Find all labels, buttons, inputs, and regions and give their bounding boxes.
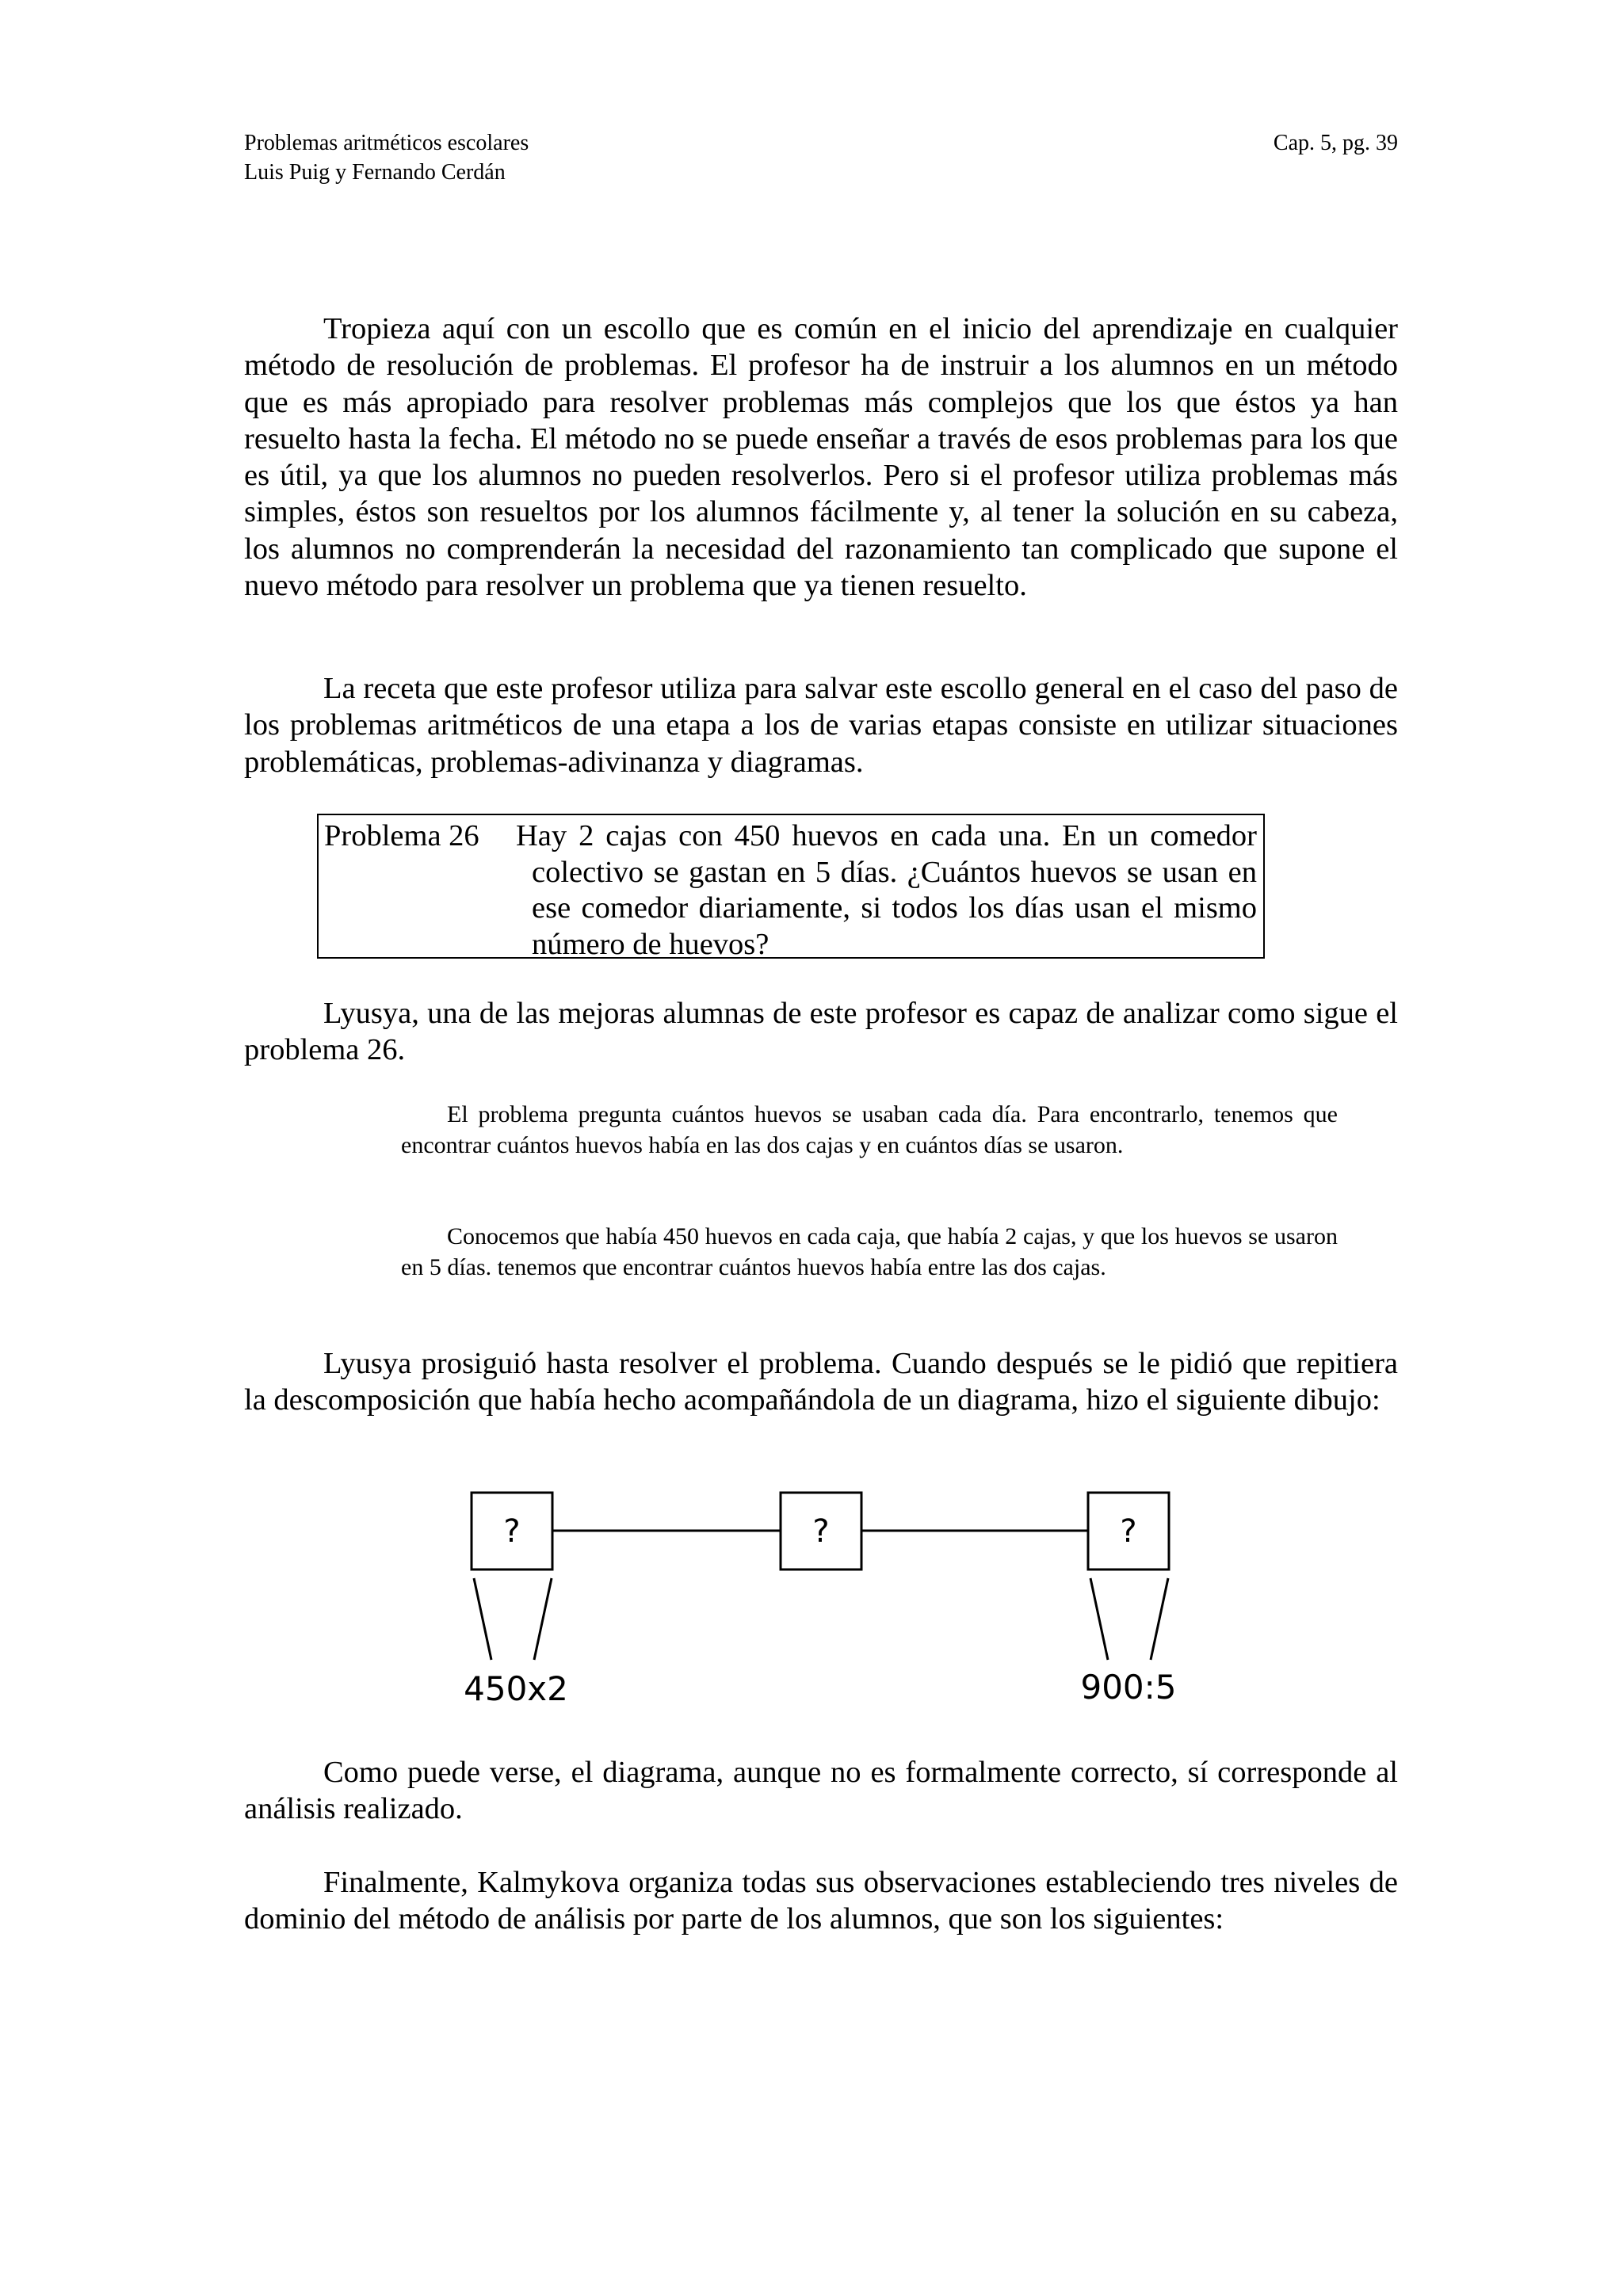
quote-paragraph-2: Conocemos que había 450 huevos en cada caja, que había 2 cajas, y que los huevos se usaron en 5 días. tenemos que encontrar cuántos huevos había entre las dos cajas. <box>401 1223 1338 1280</box>
diagram-left-operation: 450x2 <box>464 1669 568 1708</box>
diagram-branch-line <box>1090 1578 1108 1660</box>
paragraph-3-block <box>244 995 1398 1069</box>
paragraph: Tropieza aquí con un escollo que es común en el inicio del aprendizaje en cualquier método de resolución de problemas. El profesor ha de instruir a los alumnos en un método que es más apropiado para resolver problemas más complejos que los que éstos ya han resuelto hasta la fecha. El método no se puede enseñar a través de esos problemas para los que es útil, ya que los alumnos no pueden resolverlos. Pero si el profesor utiliza problemas más simples, éstos son resueltos por los alumnos fácilmente y, al tener la solución en su cabeza, los alumnos no comprenderán la necesidad del razonamiento tan complicado que supone el nuevo método para resolver un problema que ya tienen resuelto. <box>244 312 1398 603</box>
paragraph-6-block <box>244 1864 1398 1938</box>
problem-text: Hay 2 cajas con 450 huevos en cada una. En un comedor colectivo se gastan en 5 días. ¿Cuántos huevos se usan en ese comedor diariamente, si todos los días usan el mismo número de huevos? <box>516 819 1257 961</box>
authors: Luis Puig y Fernando Cerdán <box>244 160 506 185</box>
diagram-branch-line <box>534 1578 552 1660</box>
page-reference: Cap. 5, pg. 39 <box>1273 131 1398 155</box>
paragraph-2-block <box>244 670 1398 780</box>
quote-block-2 <box>401 1222 1338 1283</box>
paragraph-1-block <box>244 311 1398 604</box>
paragraph: Finalmente, Kalmykova organiza todas sus observaciones estableciendo tres niveles de dominio del método de análisis por parte de los alumnos, que son los siguientes: <box>244 1866 1398 1936</box>
page-header <box>244 128 1398 187</box>
diagram-branch-line <box>474 1578 491 1660</box>
diagram-box-left-label: ? <box>503 1513 521 1550</box>
book-title: Problemas aritméticos escolares <box>244 131 529 155</box>
quote-paragraph-1: El problema pregunta cuántos huevos se usaban cada día. Para encontrarlo, tenemos que encontrar cuántos huevos había en las dos cajas y en cuántos días se usaron. <box>401 1101 1338 1158</box>
problem-box <box>317 814 1265 959</box>
problem-label: Problema 26 <box>324 819 479 852</box>
diagram-box-middle-label: ? <box>812 1513 830 1550</box>
paragraph-5-block <box>244 1754 1398 1828</box>
diagram-branch-line <box>1151 1578 1168 1660</box>
quote-block <box>401 1100 1338 1161</box>
paragraph: Lyusya, una de las mejoras alumnas de este profesor es capaz de analizar como sigue el problema 26. <box>244 997 1398 1067</box>
paragraph: Lyusya prosiguió hasta resolver el problema. Cuando después se le pidió que repitiera la descomposición que había hecho acompañándola de un diagrama, hizo el siguiente dibujo: <box>244 1347 1398 1417</box>
diagram-box-right-label: ? <box>1120 1513 1137 1550</box>
paragraph: La receta que este profesor utiliza para salvar este escollo general en el caso del paso de los problemas aritméticos de una etapa a los de varias etapas consiste en utilizar situaciones problemáticas, problemas-adivinanza y diagramas. <box>244 672 1398 779</box>
diagram-right-operation: 900:5 <box>1080 1668 1177 1707</box>
paragraph-4-block <box>244 1345 1398 1419</box>
paragraph: Como puede verse, el diagrama, aunque no es formalmente correcto, sí corresponde al análisis realizado. <box>244 1756 1398 1826</box>
analysis-diagram <box>444 1489 1205 1711</box>
